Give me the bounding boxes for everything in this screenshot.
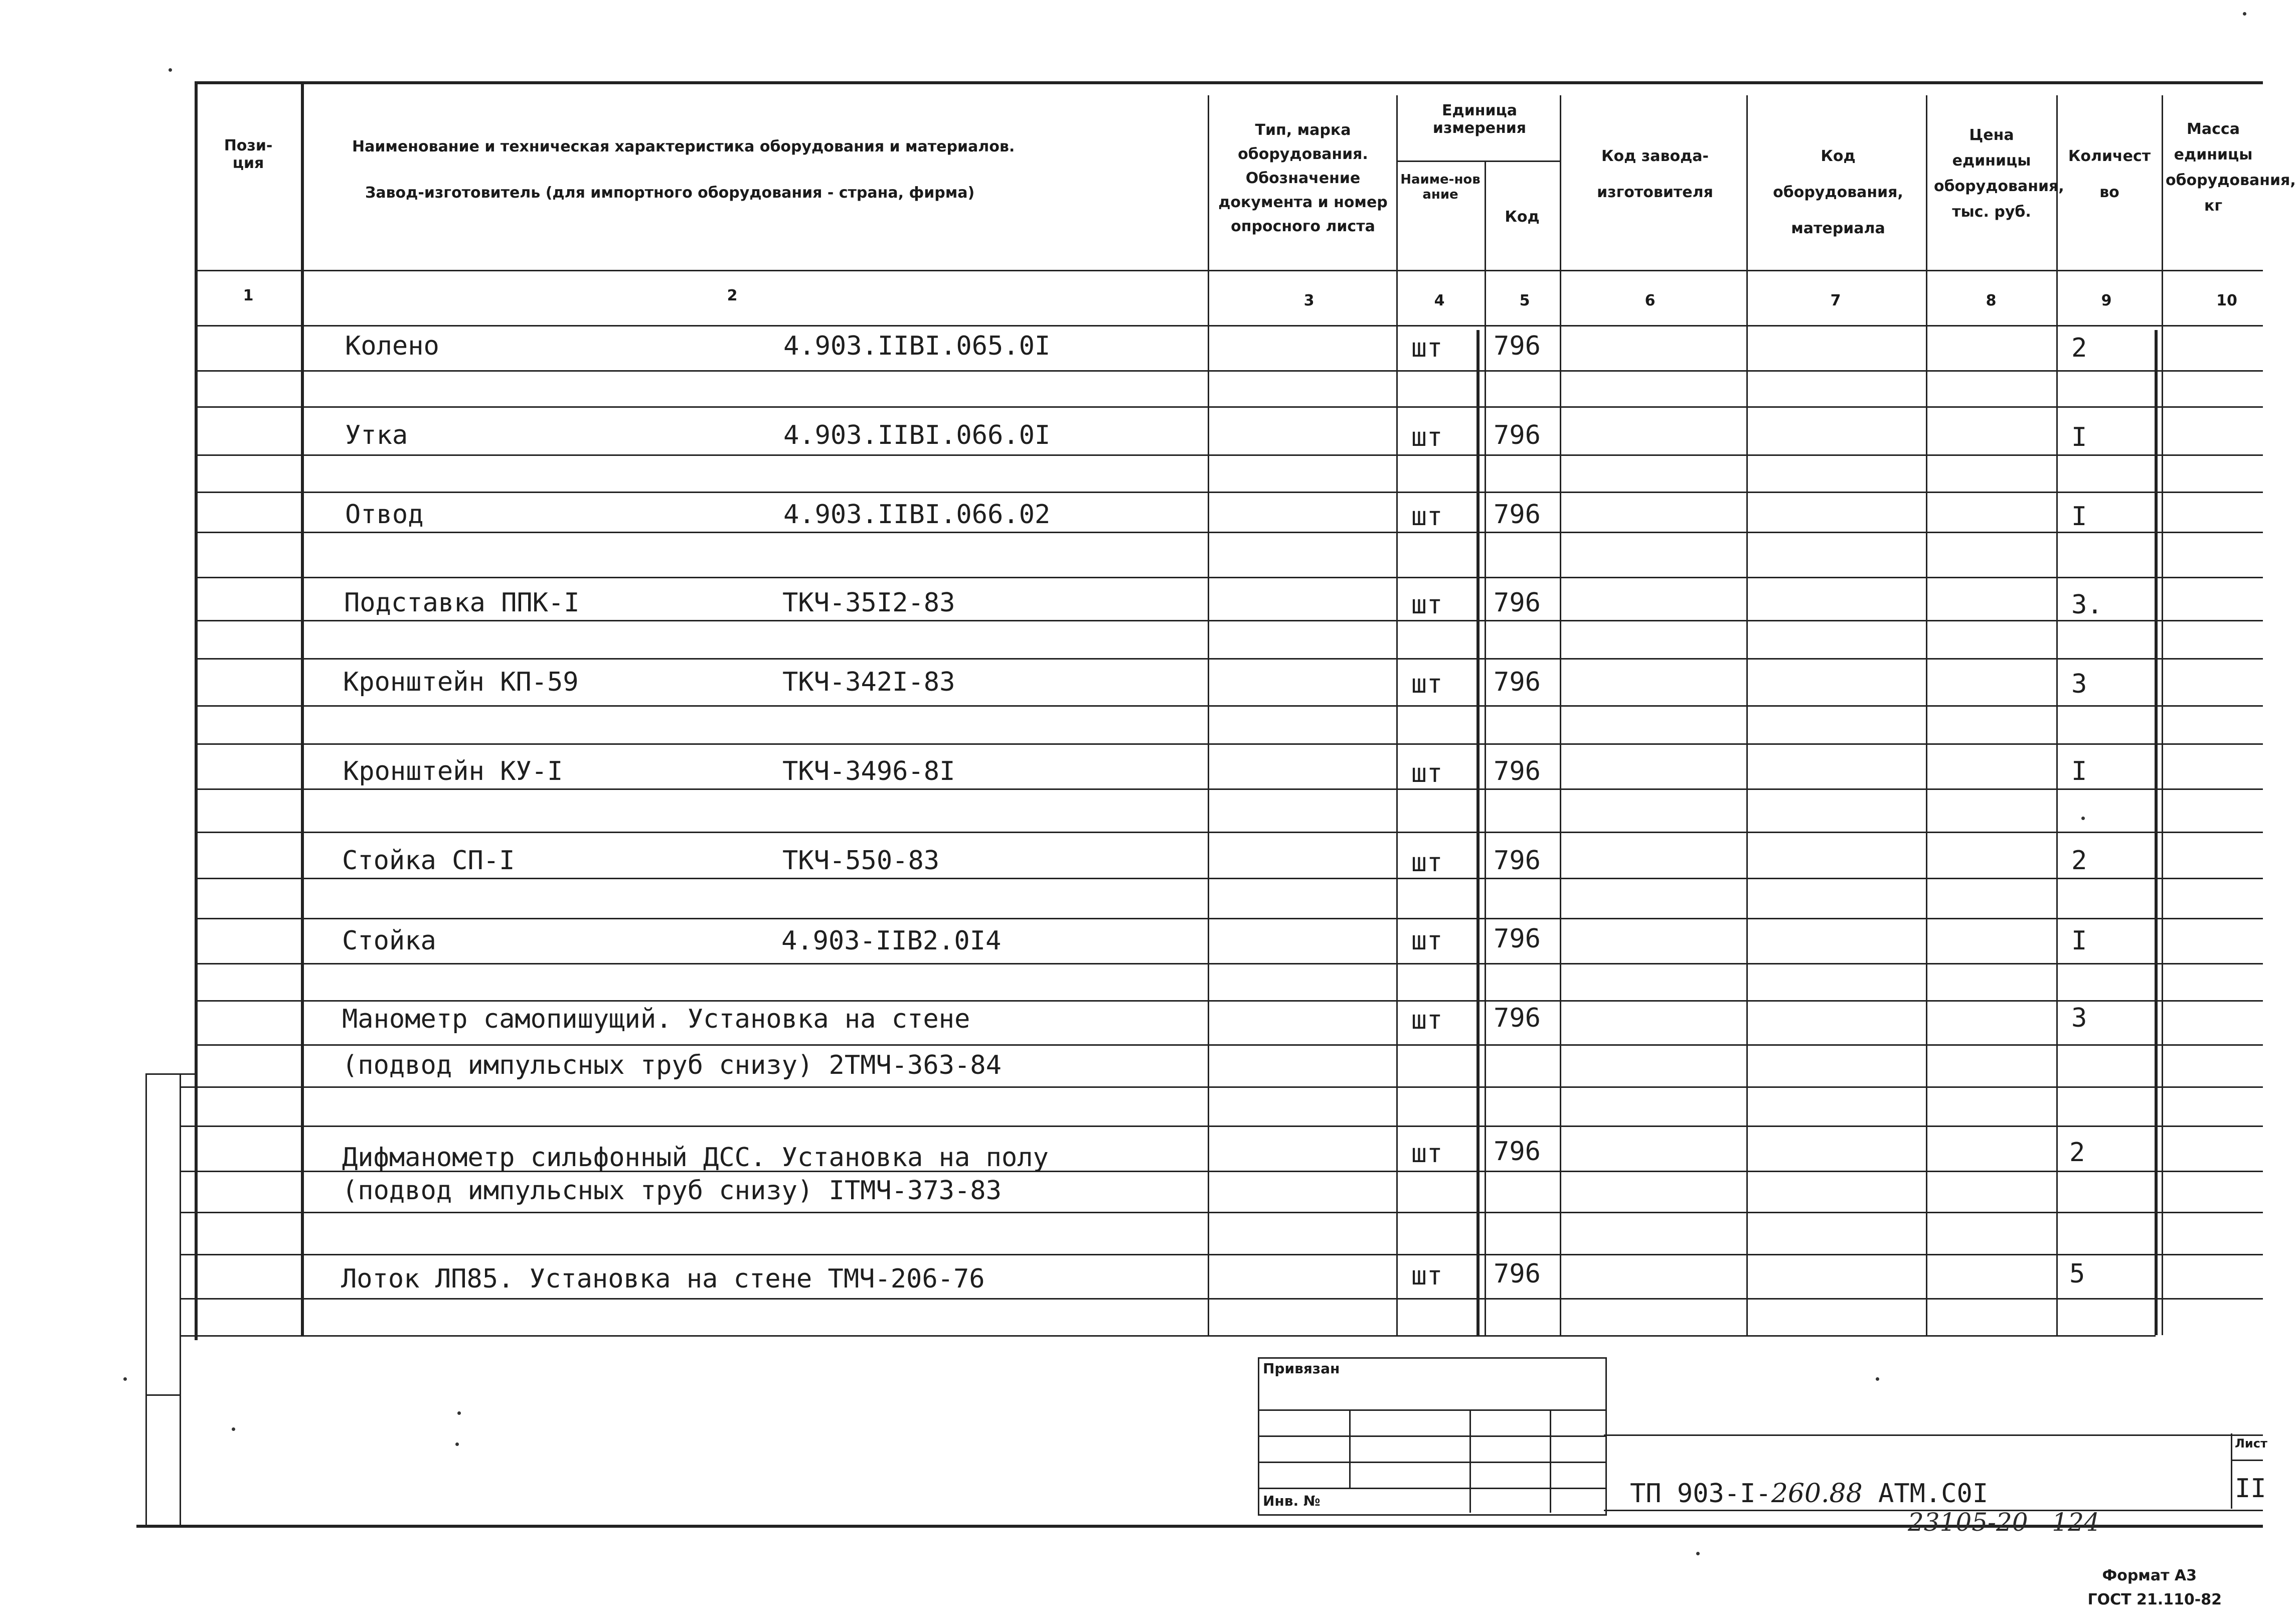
row-rule bbox=[195, 658, 2263, 660]
unit-subheader-line bbox=[1396, 160, 1560, 162]
row-code: 796 bbox=[1494, 1137, 1541, 1167]
row-name: Колено bbox=[345, 331, 439, 361]
row-doc: 4.903-IIB2.0I4 bbox=[781, 926, 1002, 956]
document-code bbox=[1630, 1479, 1988, 1509]
col-sep-7 bbox=[1926, 95, 1927, 1335]
bound-box-col bbox=[1469, 1409, 1471, 1513]
row-unit: шт bbox=[1411, 848, 1443, 878]
row-code: 796 bbox=[1494, 756, 1541, 786]
bound-box-rule bbox=[1258, 1435, 1605, 1437]
row-qty: I bbox=[2071, 756, 2087, 786]
row-code: 796 bbox=[1494, 1259, 1541, 1289]
row-qty: I bbox=[2071, 926, 2087, 956]
header-unit: Единица измерения bbox=[1432, 102, 1527, 137]
colnum-6: 6 bbox=[1645, 292, 1656, 309]
row-qty: 2 bbox=[2071, 846, 2087, 876]
row-name: Кронштейн КП-59 bbox=[343, 667, 579, 697]
bound-box-col bbox=[1349, 1409, 1351, 1488]
header-equip-code: Код оборудования, материала bbox=[1773, 147, 1903, 237]
row-code: 796 bbox=[1494, 924, 1541, 954]
document-code-handwritten: 260.88 bbox=[1771, 1479, 1863, 1509]
document-code-prefix: ТП 903-I- bbox=[1630, 1479, 1771, 1509]
row-unit: шт bbox=[1411, 1261, 1443, 1291]
row-name: Кронштейн КУ-I bbox=[343, 756, 563, 786]
row-qty: 2 bbox=[2069, 1138, 2085, 1168]
gost-standard: ГОСТ 21.110-82 bbox=[2087, 1591, 2222, 1608]
scan-speck bbox=[123, 1377, 127, 1381]
scan-speck bbox=[1696, 1552, 1700, 1555]
bound-box-col bbox=[1550, 1409, 1551, 1513]
row-doc: 4.903.IIBI.066.02 bbox=[783, 500, 1051, 530]
row-unit: шт bbox=[1411, 1005, 1443, 1035]
header-price: Цена единицы оборудования, тыс. руб. bbox=[1934, 126, 2064, 221]
row-unit: шт bbox=[1411, 1139, 1443, 1169]
row-qty: 5 bbox=[2069, 1259, 2085, 1289]
header-type: Тип, марка оборудования. Обозначение документа и номер опросного листа bbox=[1218, 121, 1388, 235]
scan-speck bbox=[2243, 12, 2246, 16]
row-rule bbox=[180, 1298, 2263, 1300]
row-doc: 4.903.IIBI.065.0I bbox=[783, 331, 1051, 361]
row-qty: 3 bbox=[2071, 669, 2087, 699]
row-name-continued: (подвод импульсных труб снизу) IТМЧ-373-83 bbox=[342, 1176, 1002, 1206]
row-qty: I bbox=[2071, 422, 2087, 452]
colnum-bottom-line bbox=[195, 325, 2263, 327]
bound-box-rule bbox=[1258, 1409, 1605, 1411]
header-unit-name: Наиме-нование bbox=[1400, 172, 1481, 202]
colnum-1: 1 bbox=[243, 287, 254, 304]
bound-box-rule bbox=[1258, 1462, 1605, 1463]
row-rule bbox=[195, 454, 2263, 456]
row-rule bbox=[195, 577, 2263, 578]
row-name: Подставка ППК-I bbox=[344, 588, 580, 618]
col-sep-3 bbox=[1396, 95, 1398, 1335]
row-unit: шт bbox=[1411, 502, 1443, 532]
row-doc: ТКЧ-3496-8I bbox=[782, 756, 955, 786]
row-qty: 3 bbox=[2071, 1003, 2087, 1033]
inventory-label: Инв. № bbox=[1263, 1493, 1321, 1509]
table-bottom-line bbox=[180, 1335, 2156, 1337]
row-rule bbox=[195, 788, 2263, 790]
row-rule bbox=[180, 1125, 2263, 1127]
row-code: 796 bbox=[1494, 420, 1541, 450]
row-name: Дифманометр сильфонный ДСС. Установка на полу bbox=[342, 1143, 1049, 1173]
row-rule bbox=[195, 370, 2263, 372]
row-doc: 4.903.IIBI.066.0I bbox=[783, 420, 1051, 450]
row-doc: ТКЧ-35I2-83 bbox=[782, 588, 955, 618]
binding-strip-outer bbox=[145, 1073, 147, 1525]
paper-format: Формат А3 bbox=[2102, 1567, 2197, 1584]
archive-number: 23105-20 124 bbox=[1908, 1508, 2100, 1537]
colnum-5: 5 bbox=[1519, 292, 1530, 309]
header-position bbox=[201, 137, 296, 172]
row-rule bbox=[180, 1086, 2263, 1088]
scan-speck bbox=[1876, 1377, 1879, 1381]
bound-label: Привязан bbox=[1263, 1360, 1340, 1377]
row-code: 796 bbox=[1494, 588, 1541, 618]
row-code: 796 bbox=[1494, 667, 1541, 697]
row-rule bbox=[195, 406, 2263, 408]
colnum-8: 8 bbox=[1986, 292, 1997, 309]
row-unit: шт bbox=[1411, 669, 1443, 699]
header-position-text: Пози- ция bbox=[224, 137, 273, 172]
header-maker: Завод-изготовитель (для импортного оборудования - страна, фирма) bbox=[365, 184, 975, 202]
row-rule bbox=[195, 743, 2263, 745]
row-unit: шт bbox=[1411, 926, 1443, 956]
row-rule bbox=[195, 878, 2263, 879]
colnum-7: 7 bbox=[1830, 292, 1841, 309]
row-rule bbox=[180, 1212, 2263, 1213]
row-code: 796 bbox=[1494, 1003, 1541, 1033]
row-rule bbox=[195, 1000, 2263, 1002]
row-qty: 3. bbox=[2071, 590, 2103, 620]
row-rule bbox=[195, 620, 2263, 621]
colnum-4: 4 bbox=[1434, 292, 1445, 309]
sheet-label: Лист bbox=[2235, 1436, 2267, 1451]
row-code: 796 bbox=[1494, 500, 1541, 530]
header-qty: Количество bbox=[2068, 147, 2151, 201]
row-rule bbox=[195, 532, 2263, 533]
document-code-suffix: АТМ.С0I bbox=[1862, 1479, 1989, 1509]
col-sep-1 bbox=[301, 81, 304, 1335]
colnum-2: 2 bbox=[727, 287, 738, 304]
row-code: 796 bbox=[1494, 331, 1541, 361]
row-name: Манометр самопишущий. Установка на стене bbox=[342, 1004, 970, 1034]
col-sep-5 bbox=[1560, 95, 1561, 1335]
row-unit: шт bbox=[1411, 422, 1443, 452]
row-code: 796 bbox=[1494, 846, 1541, 876]
row-unit: шт bbox=[1411, 590, 1443, 620]
colnum-3: 3 bbox=[1303, 292, 1315, 309]
scan-speck bbox=[457, 1411, 461, 1415]
row-rule bbox=[195, 1044, 2263, 1046]
header-mass: Масса единицы оборудования, кг bbox=[2166, 120, 2296, 215]
header-name: Наименование и техническая характеристика оборудования и материалов. bbox=[352, 138, 1015, 155]
frame-top-line bbox=[195, 81, 2263, 84]
stamp-sheet-sep bbox=[2231, 1433, 2232, 1509]
scan-speck bbox=[455, 1442, 459, 1446]
row-name: Лоток ЛП85. Установка на стене ТМЧ-206-76 bbox=[341, 1264, 985, 1294]
row-qty: I bbox=[2071, 502, 2087, 532]
bound-box-rule bbox=[1258, 1488, 1605, 1489]
col-sep-9 bbox=[2162, 95, 2163, 1335]
row-unit: шт bbox=[1411, 758, 1443, 788]
row-doc: ТКЧ-550-83 bbox=[782, 846, 940, 876]
row-rule bbox=[195, 705, 2263, 707]
row-qty: 2 bbox=[2071, 333, 2087, 363]
row-rule bbox=[180, 1254, 2263, 1255]
row-doc: ТКЧ-342I-83 bbox=[782, 667, 955, 697]
colnum-9: 9 bbox=[2101, 292, 2112, 309]
header-factory-code: Код завода-изготовителя bbox=[1597, 147, 1713, 201]
scan-speck bbox=[232, 1427, 235, 1431]
row-name: Стойка СП-I bbox=[342, 846, 515, 876]
row-rule bbox=[195, 918, 2263, 919]
row-rule bbox=[195, 492, 2263, 493]
row-rule bbox=[195, 832, 2263, 833]
stamp-sheet-rule bbox=[2231, 1460, 2263, 1461]
header-bottom-line bbox=[195, 270, 2263, 271]
row-name: Стойка bbox=[342, 926, 436, 956]
row-rule bbox=[195, 963, 2263, 964]
stamp-top-line bbox=[1604, 1434, 2263, 1436]
header-unit-code: Код bbox=[1505, 208, 1540, 226]
binding-strip-mid bbox=[145, 1394, 180, 1396]
row-name: Утка bbox=[345, 420, 408, 450]
row-name-continued: (подвод импульсных труб снизу) 2ТМЧ-363-84 bbox=[342, 1050, 1002, 1080]
scan-speck bbox=[169, 68, 172, 72]
col-sep-6 bbox=[1746, 95, 1748, 1335]
row-unit: шт bbox=[1411, 333, 1443, 363]
binding-strip-top bbox=[145, 1073, 195, 1075]
stray-mark bbox=[2081, 817, 2085, 820]
sheet-number: II bbox=[2235, 1474, 2266, 1504]
colnum-10: 10 bbox=[2216, 292, 2237, 309]
col-sep-2 bbox=[1208, 95, 1209, 1335]
col-sep-8 bbox=[2056, 95, 2058, 1335]
row-name: Отвод bbox=[345, 500, 424, 530]
